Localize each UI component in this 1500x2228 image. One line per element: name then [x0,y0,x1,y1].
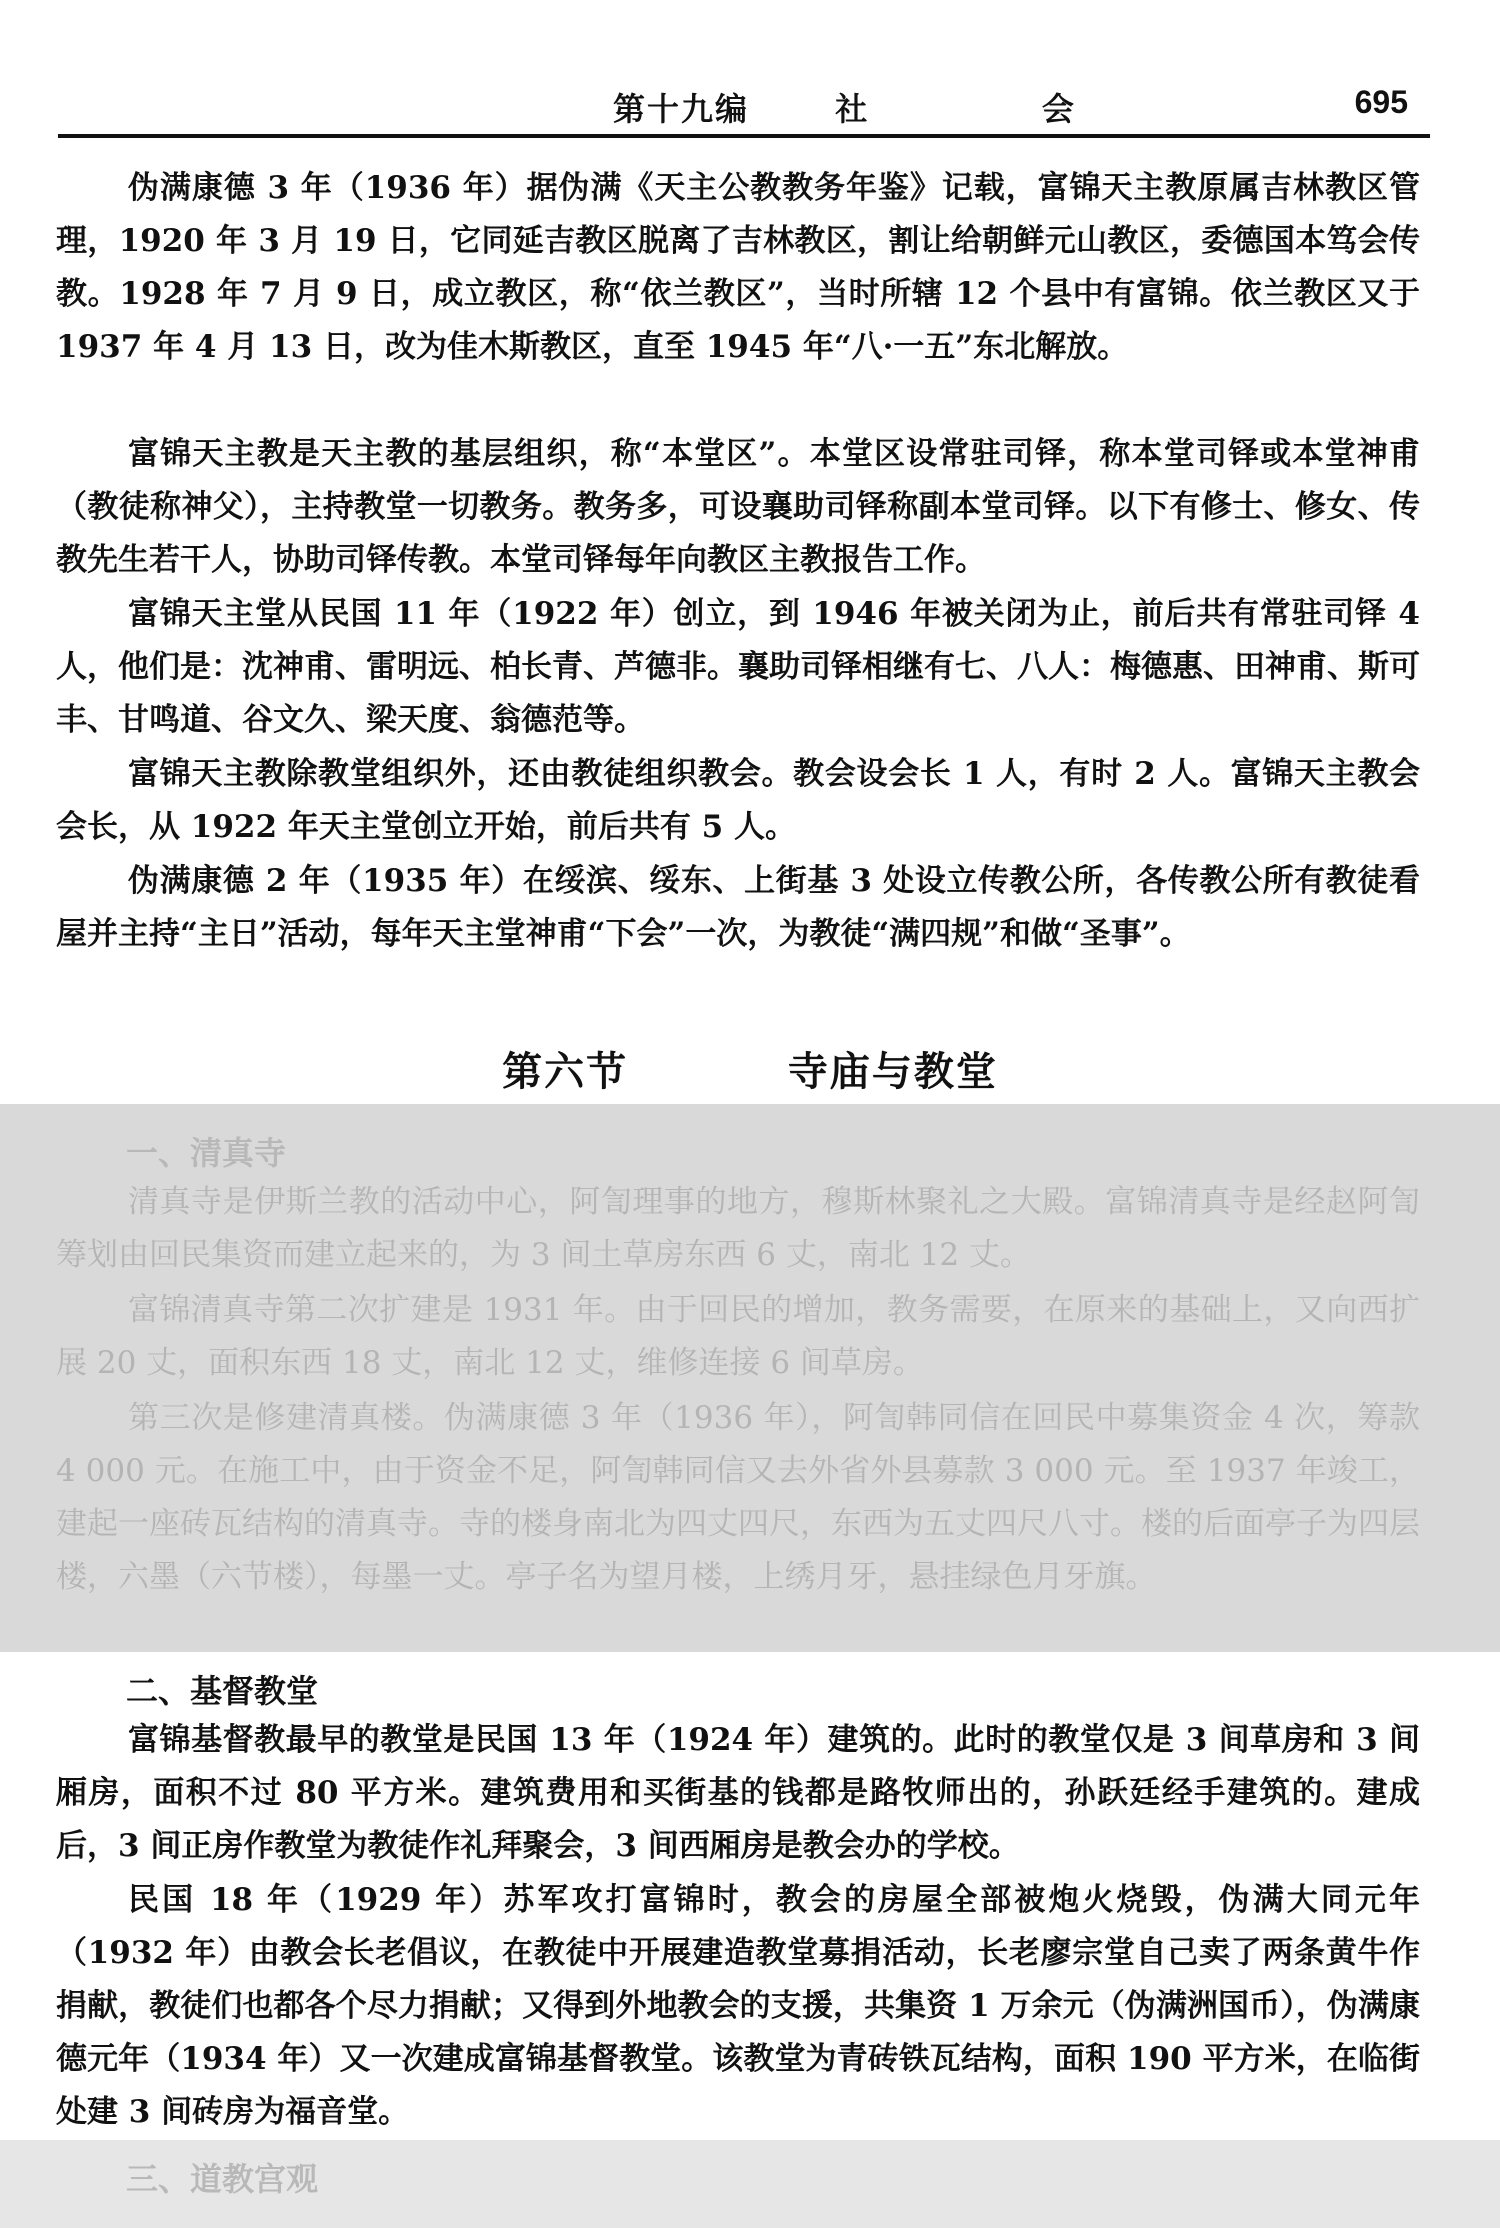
paragraph-2: 富锦天主教是天主教的基层组织，称“本堂区”。本堂区设常驻司铎，称本堂司铎或本堂神甫（教徒称神父），主持教堂一切教务。教务多，可设襄助司铎称副本堂司铎。以下有修士、修女、传教先生若干人，协助司铎传教。本堂司铎每年向教区主教报告工作。 [56,436,1420,578]
page-header [58,78,1430,138]
paragraph-4: 富锦天主教除教堂组织外，还由教徒组织教会。教会设会长 1 人，有时 2 人。富锦天主教会会长，从 1922 年天主堂创立开始，前后共有 5 人。 [56,756,1420,845]
church-heading: 二、基督教堂 [126,1672,319,1710]
mosque-paragraph-3: 第三次是修建清真楼。伪满康德 3 年（1936 年），阿訇韩同信在回民中募集资金 4 次，筹款 4 000 元。在施工中，由于资金不足，阿訇韩同信又去外省外县募款 3 000 元。至 1937 年竣工，建起一座砖瓦结构的清真寺。寺的楼身南北为四丈四尺，东西为五丈四尺八寸。楼的后面亭子为四层楼，六墨（六节楼），每墨一丈。亭子名为望月楼，上绣月牙，悬挂绿色月牙旗。 [56,1400,1420,1595]
mosque-heading: 一、清真寺 [126,1134,287,1172]
section-title: 第六节 寺庙与教堂 [502,1048,998,1095]
church-paragraph-2: 民国 18 年（1929 年）苏军攻打富锦时，教会的房屋全部被炮火烧毁，伪满大同元年（1932 年）由教会长老倡议，在教徒中开展建造教堂募捐活动，长老廖宗堂自己卖了两条黄牛作捐献，教徒们也都各个尽力捐献；又得到外地教会的支援，共集资 1 万余元（伪满洲国币），伪满康德元年（1934 年）又一次建成富锦基督教堂。该教堂为青砖铁瓦结构，面积 190 平方米，在临街处建 3 间砖房为福音堂。 [56,1882,1420,2130]
paragraph-3: 富锦天主堂从民国 11 年（1922 年）创立，到 1946 年被关闭为止，前后共有常驻司铎 4 人，他们是：沈神甫、雷明远、柏长青、芦德非。襄助司铎相继有七、八人：梅德惠、田神甫、斯可丰、甘鸣道、谷文久、梁天度、翁德范等。 [56,596,1420,738]
mosque-paragraph-1: 清真寺是伊斯兰教的活动中心，阿訇理事的地方，穆斯林聚礼之大殿。富锦清真寺是经赵阿訇筹划由回民集资而建立起来的，为 3 间土草房东西 6 丈，南北 12 丈。 [56,1184,1420,1273]
taoist-heading: 三、道教宫观 [126,2160,319,2198]
page-number: 695 [1354,84,1408,120]
paragraph-5: 伪满康德 2 年（1935 年）在绥滨、绥东、上街基 3 处设立传教公所，各传教公所有教徒看屋并主持“主日”活动，每年天主堂神甫“下会”一次，为教徒“满四规”和做“圣事”。 [56,863,1420,952]
mosque-paragraph-2: 富锦清真寺第二次扩建是 1931 年。由于回民的增加，教务需要，在原来的基础上，又向西扩展 20 丈，面积东西 18 丈，南北 12 丈，维修连接 6 间草房。 [56,1292,1420,1381]
church-paragraph-1: 富锦基督教最早的教堂是民国 13 年（1924 年）建筑的。此时的教堂仅是 3 间草房和 3 间厢房，面积不过 80 平方米。建筑费用和买街基的钱都是路牧师出的，孙跃廷经手建筑的。建成后，3 间正房作教堂为教徒作礼拜聚会，3 间西厢房是教会办的学校。 [56,1722,1420,1864]
chapter-title: 第十九编 社 会 [613,90,1076,128]
paragraph-1: 伪满康德 3 年（1936 年）据伪满《天主公教教务年鉴》记载，富锦天主教原属吉林教区管理，1920 年 3 月 19 日，它同延吉教区脱离了吉林教区，割让给朝鲜元山教区，委德国本笃会传教。1928 年 7 月 9 日，成立教区，称“依兰教区”，当时所辖 12 个县中有富锦。依兰教区又于 1937 年 4 月 13 日，改为佳木斯教区，直至 1945 年“八·一五”东北解放。 [56,170,1420,365]
